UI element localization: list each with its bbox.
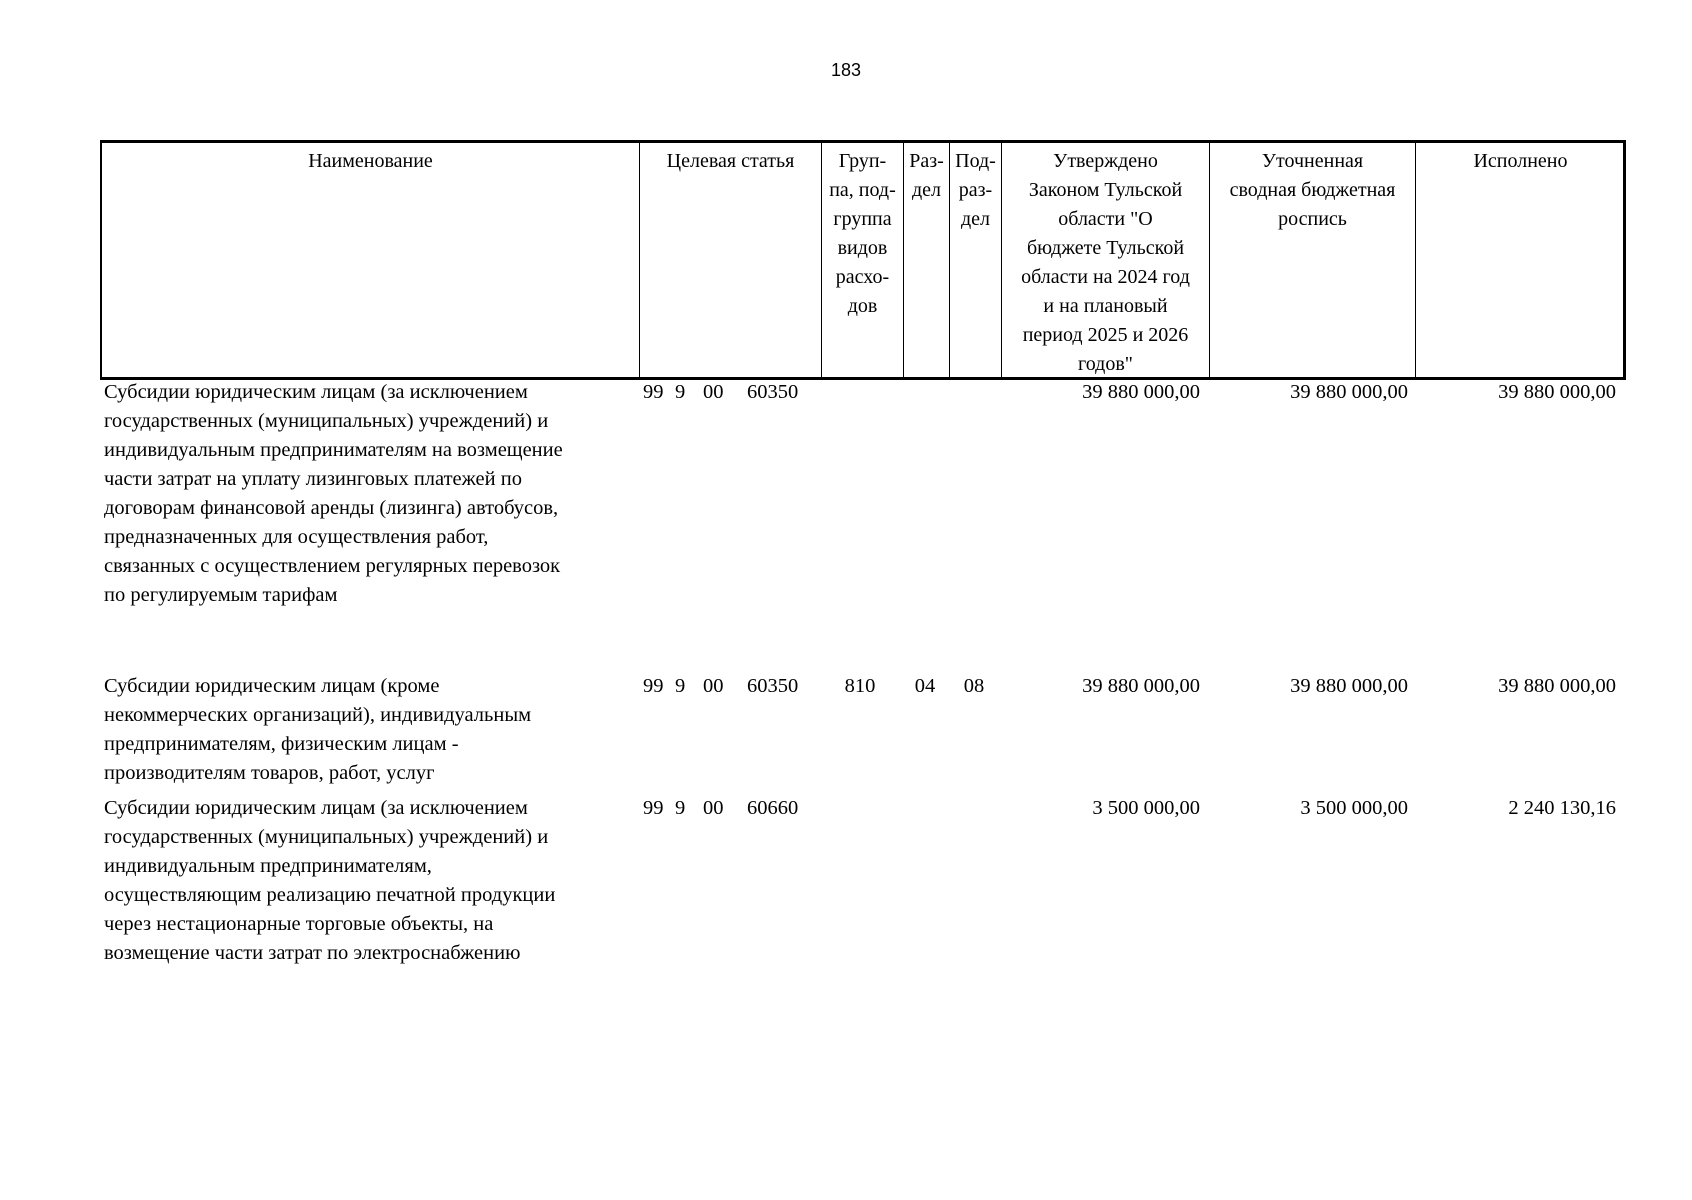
header-approved-line: Утверждено <box>1053 150 1158 172</box>
row-approved: 3 500 000,00 <box>1092 797 1200 819</box>
header-section <box>904 143 950 377</box>
header-name-label: Наименование <box>308 150 433 172</box>
row-name-line: некоммерческих организаций), индивидуальным <box>104 704 532 726</box>
row-executed: 39 880 000,00 <box>1498 675 1616 697</box>
code-part: 60350 <box>747 675 799 697</box>
row-name-line: части затрат на уплату лизинговых платежей по <box>104 468 522 490</box>
header-target-article <box>640 143 822 377</box>
row-name-line: Субсидии юридическим лицам (за исключением <box>104 381 528 403</box>
row-executed: 39 880 000,00 <box>1498 381 1616 403</box>
code-part: 9 <box>675 675 686 697</box>
row-name-line: связанных с осуществлением регулярных перевозок <box>104 555 561 577</box>
header-approved <box>1002 143 1210 377</box>
row-name-line: договорам финансовой аренды (лизинга) автобусов, <box>104 497 559 519</box>
header-approved-line: и на плановый <box>1043 295 1168 317</box>
row-name-line: индивидуальным предпринимателям на возмещение <box>104 439 563 461</box>
code-part: 00 <box>703 797 724 819</box>
header-approved-line: Законом Тульской <box>1028 179 1183 201</box>
header-approved-line: области на 2024 год <box>1021 266 1190 288</box>
header-group-line: Груп- <box>838 150 887 172</box>
row-name-line: через нестационарные торговые объекты, на <box>104 913 494 935</box>
header-executed-label: Исполнено <box>1473 150 1568 172</box>
row-executed: 2 240 130,16 <box>1508 797 1616 819</box>
row-name-line: Субсидии юридическим лицам (кроме <box>104 675 440 697</box>
header-refined-line: сводная бюджетная <box>1229 179 1396 201</box>
header-name <box>102 143 640 377</box>
code-part: 00 <box>703 675 724 697</box>
code-part: 9 <box>675 381 686 403</box>
header-target-label: Целевая статья <box>666 150 795 172</box>
row-approved: 39 880 000,00 <box>1082 381 1200 403</box>
header-approved-line: годов" <box>1078 353 1133 375</box>
row-name-line: осуществляющим реализацию печатной продукции <box>104 884 556 906</box>
row-subsection: 08 <box>963 675 985 697</box>
table-header <box>100 140 1626 380</box>
row-name <box>104 672 654 788</box>
header-refined <box>1210 143 1416 377</box>
code-part: 99 <box>643 797 664 819</box>
page-number: 183 <box>830 60 862 80</box>
header-approved-line: области "О <box>1058 208 1153 230</box>
header-group-line: видов <box>837 237 888 259</box>
row-group: 810 <box>844 675 876 697</box>
header-refined-line: Уточненная <box>1261 150 1364 172</box>
header-section-line: Раз- <box>909 150 944 172</box>
row-name-line: Субсидии юридическим лицам (за исключением <box>104 797 528 819</box>
row-refined: 3 500 000,00 <box>1300 797 1408 819</box>
row-refined: 39 880 000,00 <box>1290 675 1408 697</box>
header-group-line: группа <box>833 208 892 230</box>
code-part: 60660 <box>747 797 799 819</box>
header-group-line: расхо- <box>835 266 890 288</box>
row-name-line: индивидуальным предпринимателям, <box>104 855 432 877</box>
header-group-line: па, под- <box>829 179 896 201</box>
row-name-line: производителям товаров, работ, услуг <box>104 762 435 784</box>
header-approved-line: период 2025 и 2026 <box>1022 324 1189 346</box>
code-part: 00 <box>703 381 724 403</box>
header-group <box>822 143 904 377</box>
row-name-line: предназначенных для осуществления работ, <box>104 526 489 548</box>
row-name-line: по регулируемым тарифам <box>104 584 338 606</box>
header-subsection-line: раз- <box>958 179 993 201</box>
row-name-line: государственных (муниципальных) учреждений) и <box>104 826 549 848</box>
row-refined: 39 880 000,00 <box>1290 381 1408 403</box>
header-refined-line: роспись <box>1278 208 1347 230</box>
row-name <box>104 794 654 968</box>
header-subsection-line: дел <box>960 208 991 230</box>
code-part: 99 <box>643 675 664 697</box>
row-name-line: возмещение части затрат по электроснабжению <box>104 942 521 964</box>
row-name-line: предпринимателям, физическим лицам - <box>104 733 459 755</box>
header-subsection-line: Под- <box>955 150 996 172</box>
row-approved: 39 880 000,00 <box>1082 675 1200 697</box>
row-name <box>104 378 654 610</box>
header-section-line: дел <box>911 179 942 201</box>
code-part: 99 <box>643 381 664 403</box>
code-part: 9 <box>675 797 686 819</box>
header-approved-line: бюджете Тульской <box>1026 237 1185 259</box>
row-name-line: государственных (муниципальных) учреждений) и <box>104 410 549 432</box>
row-section: 04 <box>914 675 936 697</box>
header-executed <box>1416 143 1625 377</box>
header-subsection <box>950 143 1002 377</box>
header-group-line: дов <box>847 295 878 317</box>
code-part: 60350 <box>747 381 799 403</box>
